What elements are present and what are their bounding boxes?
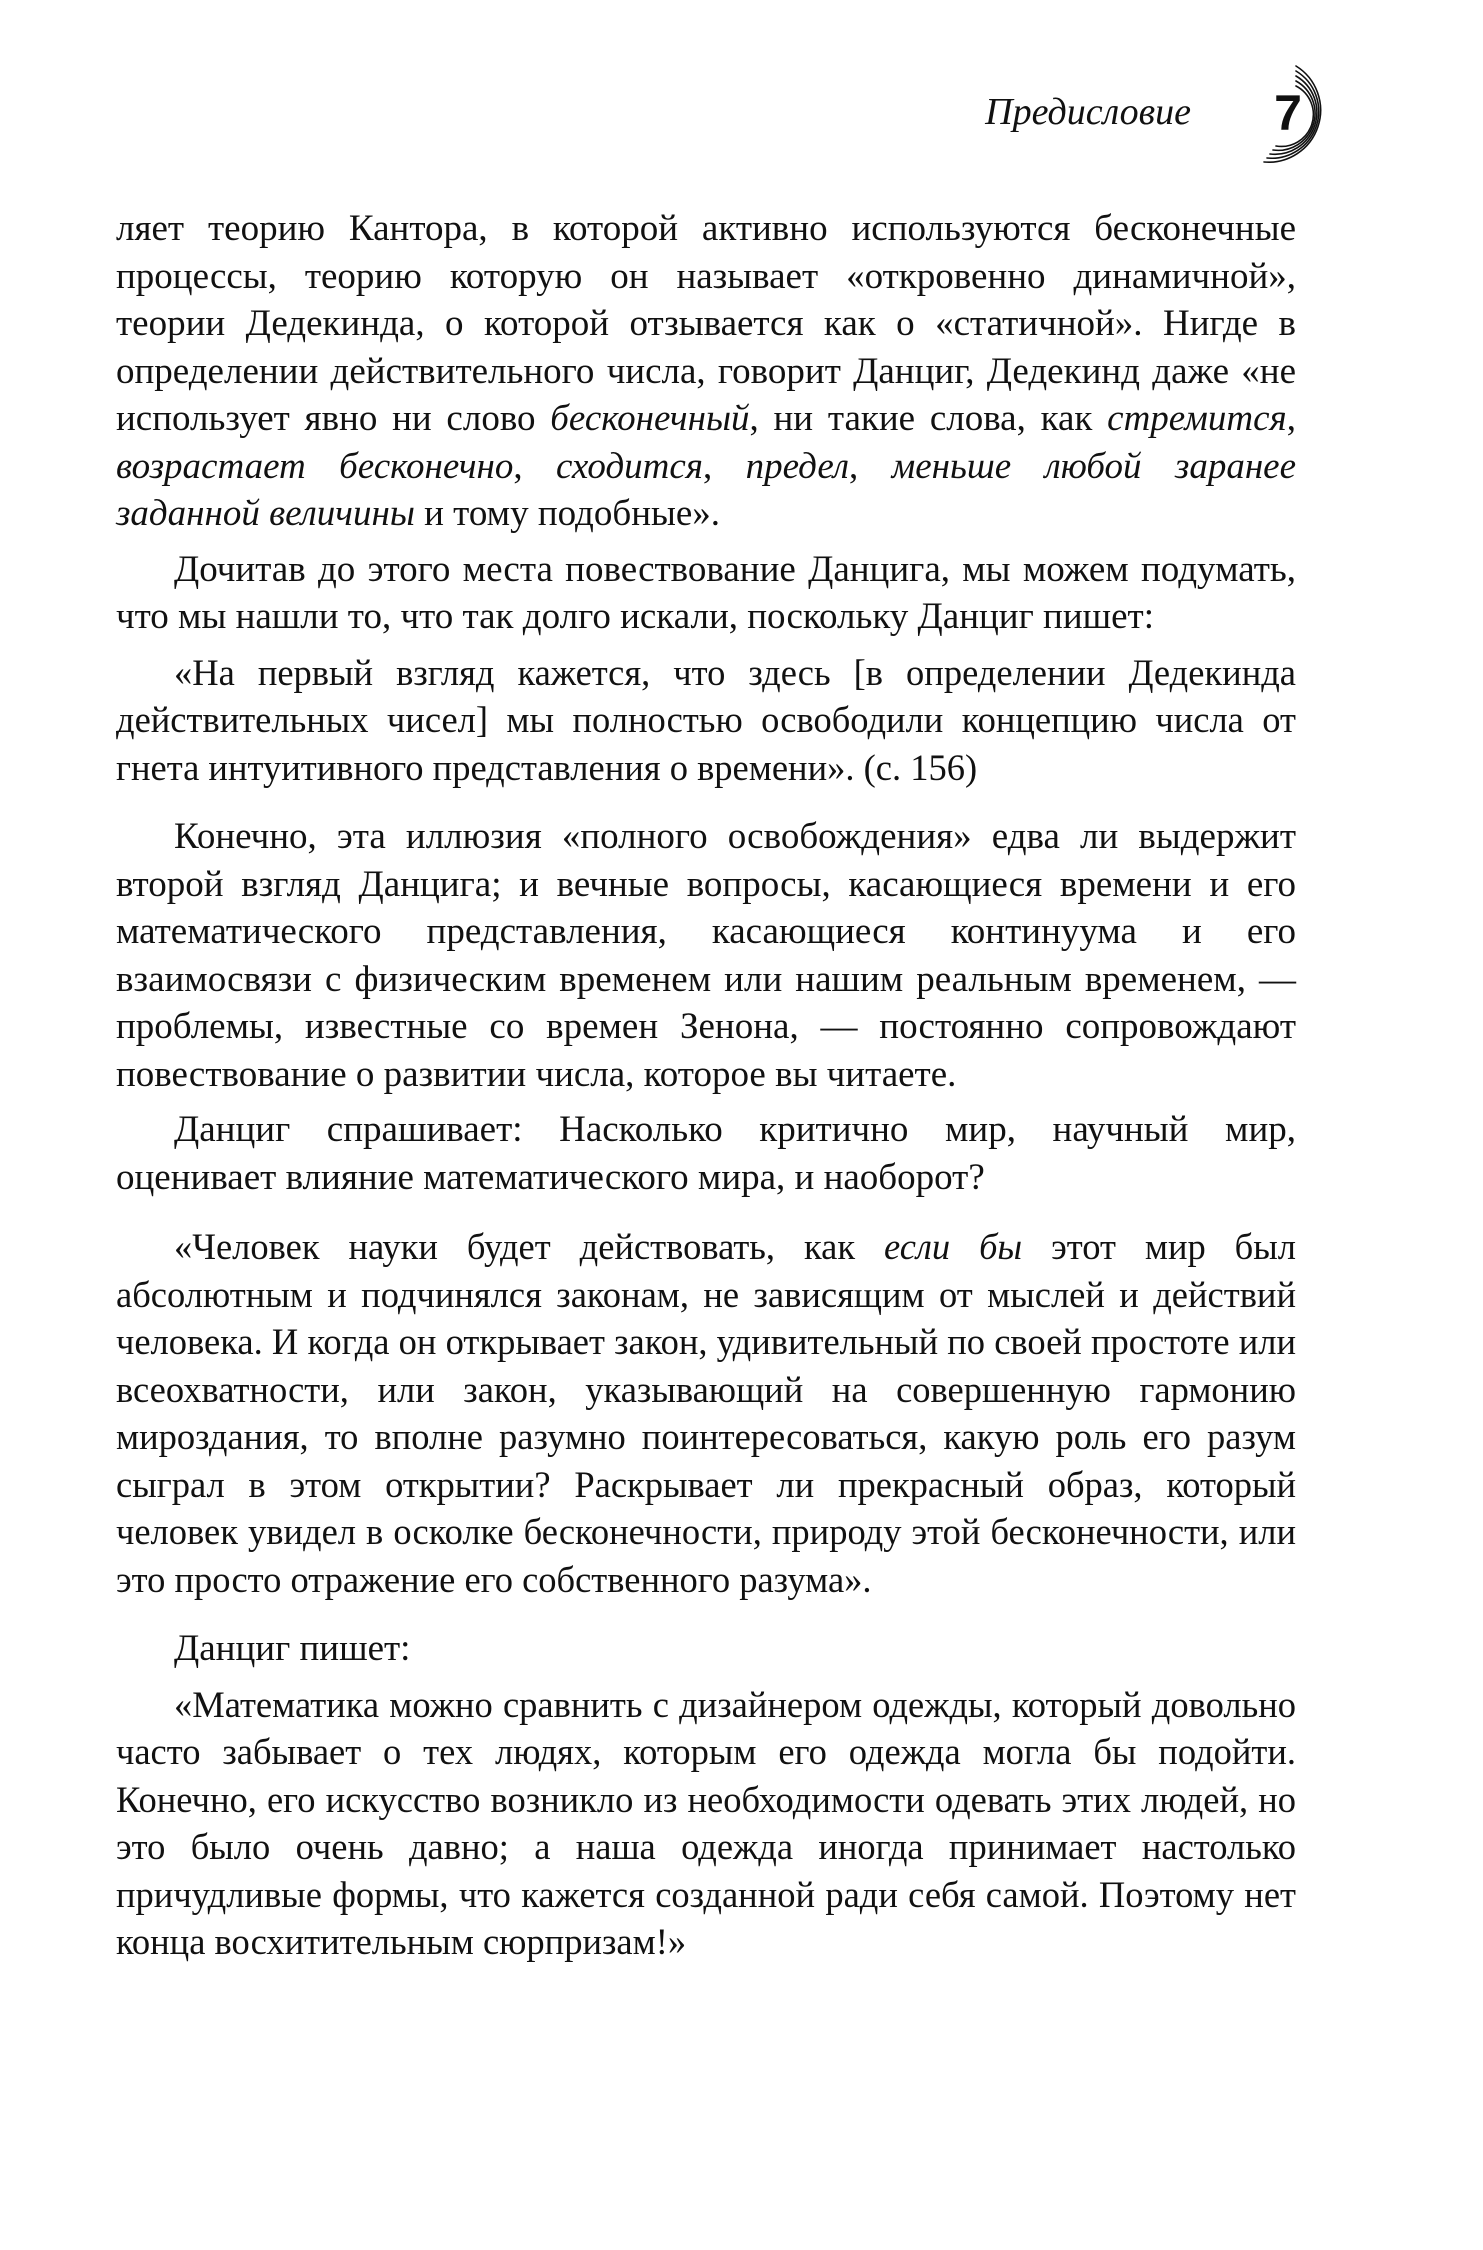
page-body (116, 205, 1296, 1966)
p1-italic-4: сходится (556, 445, 704, 487)
p1-text-f: , (848, 445, 892, 487)
p1-italic-3: возрастает бесконечно (116, 445, 514, 487)
paragraph-2: Дочитав до этого места повествование Данцига, мы можем подумать, что мы нашли то, что так долго искали, поскольку Данциг пишет: (116, 548, 1296, 637)
page-number-badge (1236, 62, 1356, 182)
page-header (0, 62, 1483, 202)
p1-text-g: и тому подобные». (414, 493, 721, 534)
p1-text-e: , (703, 445, 746, 487)
quote-2 (116, 1223, 1296, 1603)
paragraph-4: Данциг спрашивает: Насколько критично мир, научный мир, оценивает влияние математического мира, и наоборот? (116, 1109, 1296, 1198)
p1-text-b: , ни такие слова, как (749, 398, 1108, 439)
p1-italic-5: предел (745, 445, 849, 487)
p1-italic-2: стремится (1107, 398, 1287, 439)
quote-1: «На первый взгляд кажется, что здесь [в определении Дедекинда действительных чисел] мы полностью освободили концепцию числа от гнета интуитивного представления о времени». (с. 156) (116, 651, 1296, 788)
q2-italic-1: если бы (884, 1226, 1023, 1267)
p1-italic-6: меньше любой заранее заданной величины (116, 445, 1297, 534)
p1-text-c: , (1286, 398, 1297, 439)
p1-italic-1: бесконечный (550, 398, 750, 439)
paragraph-1 (116, 205, 1296, 538)
p1-text-a: ляет теорию Кантора, в которой активно используются бесконечные процессы, теорию которую он называет «откровенно динамичной», теории Дедекинда, о которой отзывается как о «статичной». Нигде в определении действительного числа, говорит Данциг, Дедекинд даже «не использует явно ни слово (116, 208, 1296, 439)
paragraph-5: Данциг пишет: (174, 1628, 411, 1669)
page-number: 7 (1274, 85, 1302, 141)
p1-text-d: , (513, 445, 556, 487)
q2-text-b: этот мир был абсолютным и подчинялся законам, не зависящим от мыслей и действий человека. И когда он открывает закон, удивительный по своей простоте или всеохватности, или закон, указывающий на совершенную гармонию мироздания, то вполне разумно поинтересоваться, какую роль его разум сыграл в этом открытии? Раскрывает ли прекрасный образ, который человек увидел в осколке бесконечности, природу этой бесконечности, или это просто отражение его собственного разума». (116, 1226, 1296, 1600)
paragraph-3: Конечно, эта иллюзия «полного освобождения» едва ли выдержит второй взгляд Данцига; и вечные вопросы, касающиеся времени и его математического представления, касающиеся континуума и его взаимосвязи с физическим временем или нашим реальным временем, — проблемы, известные со времен Зенона, — постоянно сопровождают повествование о развитии числа, которое вы читаете. (116, 816, 1296, 1095)
q2-text-a: «Человек науки будет действовать, как (174, 1226, 885, 1267)
running-title: Предисловие (985, 91, 1191, 133)
quote-3: «Математика можно сравнить с дизайнером одежды, который довольно часто забывает о тех людях, которым его одежда могла бы подойти. Конечно, его искусство возникло из необходимости одевать этих людей, но это было очень давно; а наша одежда иногда принимает настолько причудливые формы, что кажется созданной ради себя самой. Поэтому нет конца восхитительным сюрпризам!» (116, 1683, 1296, 1962)
